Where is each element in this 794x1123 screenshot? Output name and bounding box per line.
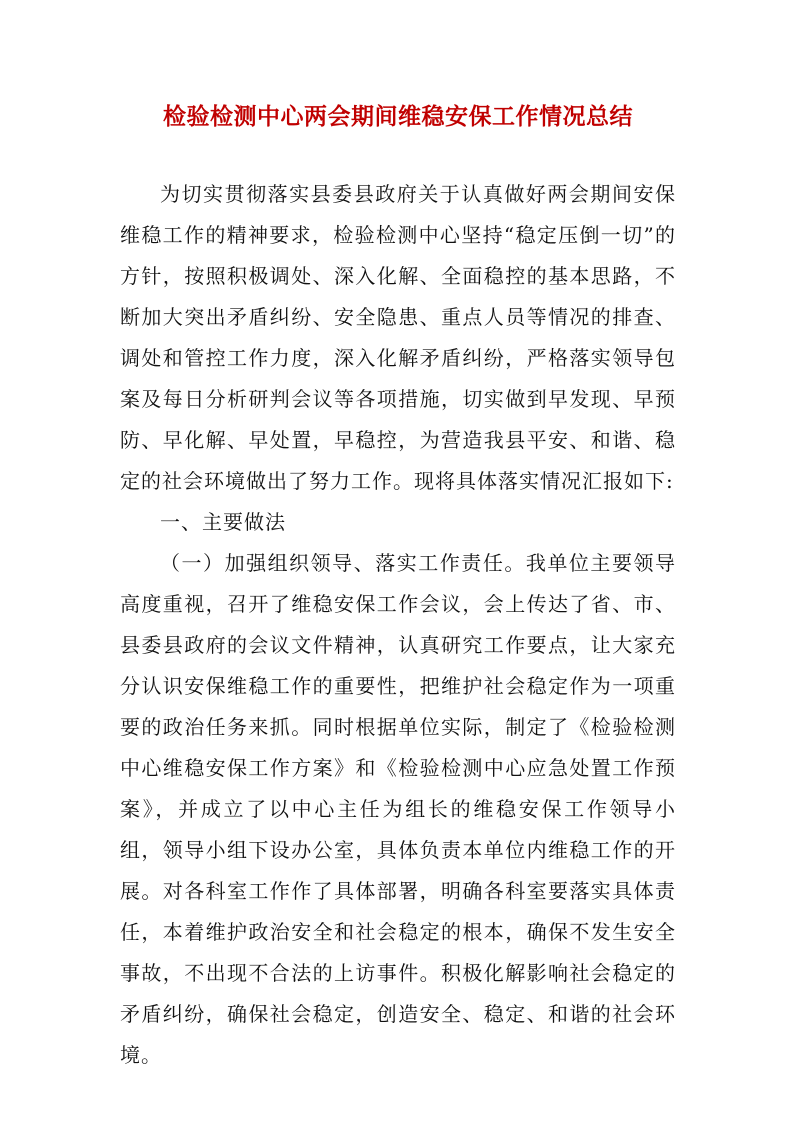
- section-paragraph-organization-leadership: （一）加强组织领导、落实工作责任。我单位主要领导高度重视，召开了维稳安保工作会议，会上传达了省、市、县委县政府的会议文件精神，认真研究工作要点，让大家充分认识安保维稳工作的重要性，把维护社会稳定作为一项重要的政治任务来抓。同时根据单位实际，制定了《检验检测中心维稳安保工作方案》和《检验检测中心应急处置工作预案》，并成立了以中心主任为组长的维稳安保工作领导小组，领导小组下设办公室，具体负责本单位内维稳工作的开展。对各科室工作作了具体部署，明确各科室要落实具体责任，本着维护政治安全和社会稳定的根本，确保不发生安全事故，不出现不合法的上访事件。积极化解影响社会稳定的矛盾纠纷，确保社会稳定，创造安全、稳定、和谐的社会环境。: [120, 551, 676, 1067]
- intro-paragraph: 为切实贯彻落实县委县政府关于认真做好两会期间安保维稳工作的精神要求，检验检测中心坚持“稳定压倒一切”的方针，按照积极调处、深入化解、全面稳控的基本思路，不断加大突出矛盾纠纷、安全隐患、重点人员等情况的排查、调处和管控工作力度，深入化解矛盾纠纷，严格落实领导包案及每日分析研判会议等各项措施，切实做到早发现、早预防、早化解、早处置，早稳控，为营造我县平安、和谐、稳定的社会环境做出了努力工作。现将具体落实情况汇报如下:: [120, 182, 676, 493]
- section-heading-main-practices: 一、主要做法: [160, 510, 286, 534]
- document-title: 检验检测中心两会期间维稳安保工作情况总结: [163, 103, 633, 130]
